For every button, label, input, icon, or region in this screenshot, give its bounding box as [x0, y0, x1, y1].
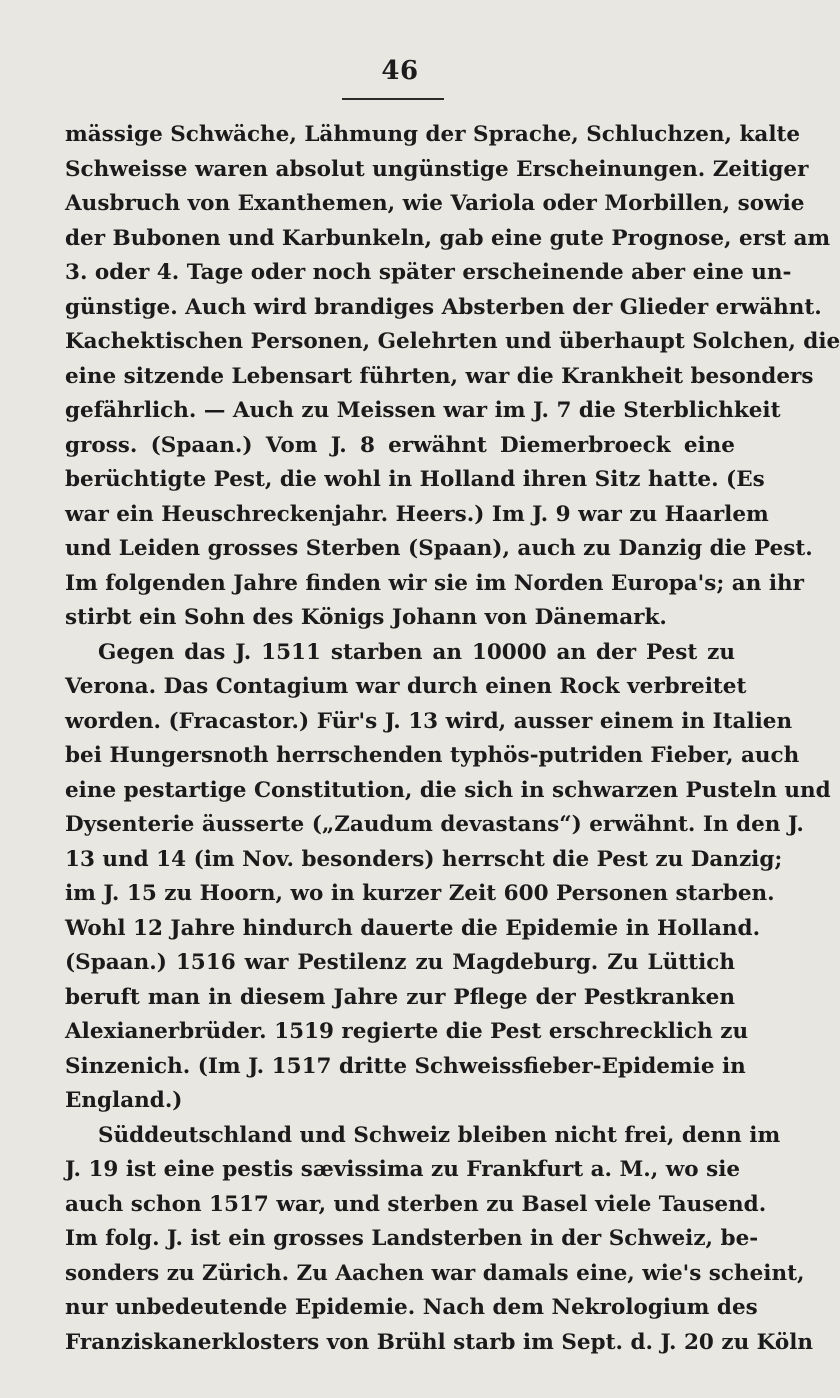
body-text	[65, 118, 840, 1360]
text-line: beruft man in diesem Jahre zur Pflege der Pestkranken	[65, 984, 735, 1010]
text-line: Alexianerbrüder. 1519 regierte die Pest erschrecklich zu	[65, 1019, 749, 1044]
text-line: Schweisse waren absolut ungünstige Erscheinungen. Zeitiger	[65, 156, 809, 182]
text-line: nur unbedeutende Epidemie. Nach dem Nekrologium des	[65, 1295, 758, 1320]
text-line: der Bubonen und Karbunkeln, gab eine gute Prognose, erst am	[65, 225, 831, 251]
text-line: gross. (Spaan.) Vom J. 8 erwähnt Diemerbroeck eine	[65, 432, 735, 458]
text-line: 3. oder 4. Tage oder noch später erscheinende aber eine un-	[65, 260, 792, 285]
text-line: J. 19 ist eine pestis sævissima zu Frankfurt a. M., wo sie	[65, 1157, 741, 1182]
text-line: Dysenterie äusserte („Zaudum devastans“) erwähnt. In den J.	[65, 812, 804, 837]
text-line: (Spaan.) 1516 war Pestilenz zu Magdeburg. Zu Lüttich	[65, 950, 735, 975]
text-line: worden. (Fracastor.) Für's J. 13 wird, ausser einem in Italien	[65, 708, 793, 734]
text-line: 13 und 14 (im Nov. besonders) herrscht die Pest zu Danzig;	[65, 846, 783, 872]
text-line: Gegen das J. 1511 starben an 10000 an der Pest zu	[98, 639, 735, 665]
text-line: berüchtigte Pest, die wohl in Holland ihren Sitz hatte. (Es	[65, 467, 765, 492]
text-line: Im folgenden Jahre finden wir sie im Norden Europa's; an ihr	[65, 570, 804, 596]
text-line: im J. 15 zu Hoorn, wo in kurzer Zeit 600 Personen starben.	[65, 881, 775, 906]
text-line: und Leiden grosses Sterben (Spaan), auch zu Danzig die Pest.	[65, 536, 813, 561]
text-line: stirbt ein Sohn des Königs Johann von Dänemark.	[65, 605, 667, 630]
text-line: gefährlich. — Auch zu Meissen war im J. 7 die Sterblichkeit	[65, 398, 781, 423]
text-line: bei Hungersnoth herrschenden typhös-putriden Fieber, auch	[65, 743, 800, 768]
text-line: Süddeutschland und Schweiz bleiben nicht frei, denn im	[98, 1122, 781, 1148]
text-line: mässige Schwäche, Lähmung der Sprache, Schluchzen, kalte	[65, 122, 801, 147]
text-line: Ausbruch von Exanthemen, wie Variola oder Morbillen, sowie	[65, 191, 805, 216]
text-line: Franziskanerklosters von Brühl starb im Sept. d. J. 20 zu Köln	[65, 1329, 814, 1355]
text-line: Kachektischen Personen, Gelehrten und überhaupt Solchen, die	[65, 329, 840, 354]
text-line: Verona. Das Contagium war durch einen Rock verbreitet	[65, 674, 747, 699]
text-line: sonders zu Zürich. Zu Aachen war damals eine, wie's scheint,	[65, 1260, 805, 1286]
text-line: war ein Heuschreckenjahr. Heers.) Im J. 9 war zu Haarlem	[65, 501, 769, 527]
text-line: Sinzenich. (Im J. 1517 dritte Schweissfieber-Epidemie in	[65, 1053, 746, 1079]
text-line: Im folg. J. ist ein grosses Landsterben in der Schweiz, be-	[65, 1226, 759, 1251]
page-number: 46	[381, 56, 419, 86]
page-number-rule	[342, 98, 444, 100]
text-line: Wohl 12 Jahre hindurch dauerte die Epidemie in Holland.	[65, 915, 761, 941]
text-line: eine sitzende Lebensart führten, war die Krankheit besonders	[65, 363, 814, 389]
text-line: günstige. Auch wird brandiges Absterben der Glieder erwähnt.	[65, 294, 822, 320]
text-line: auch schon 1517 war, und sterben zu Basel viele Tausend.	[65, 1191, 767, 1217]
text-line: England.)	[65, 1088, 183, 1113]
text-line: eine pestartige Constitution, die sich in schwarzen Pusteln und	[65, 777, 831, 803]
